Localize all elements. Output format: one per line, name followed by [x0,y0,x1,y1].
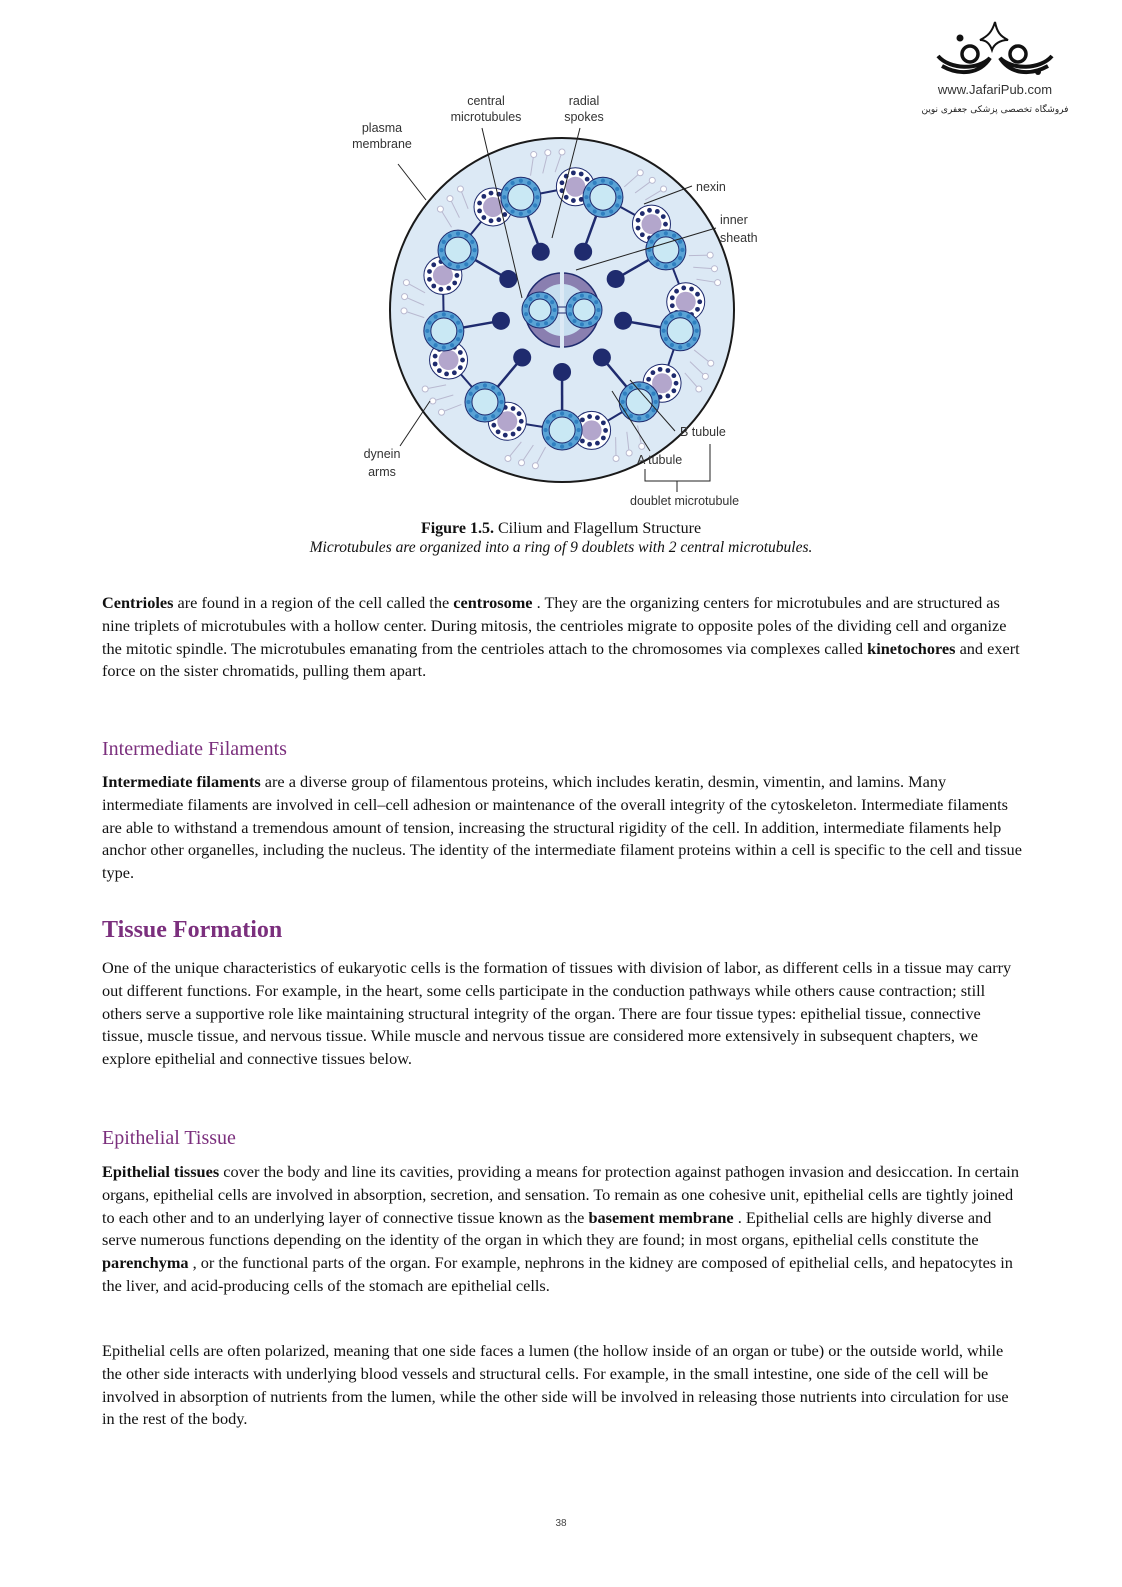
a-tubule-subunit [615,187,619,191]
a-tubule-subunit [533,203,537,207]
leader-dynein-arms [400,401,430,446]
a-tubule-subunit [692,320,696,324]
a-tubule-subunit [552,414,556,418]
a-tubule-subunit [442,240,446,244]
a-tubule-subunit [456,231,460,235]
text-span: are a diverse group of filamentous proteins, which includes keratin, desmin, vimentin, and lamins. Many intermediate filaments are involved in cell–cell adhesion or maintenance of the overall integrity of the cytoskeleton. Intermediate filaments are able to withstand a tremendous amount of tension, increasing the structural rigidity of the cell. In addition, intermediate filaments help anchor other organelles, including the nucleus. The identity of the intermediate filament proteins within a cell is specific to the cell and tissue type. [102,772,1022,883]
text-span: . Epithelial cells are highly diverse and serve numerous functions depending on the identity of the organ in which they are found; in most organs, epithelial cells constitute the [102,1207,992,1250]
a-tubule-core [667,318,693,344]
a-tubule-subunit [662,329,666,333]
a-tubule-subunit [491,414,495,418]
a-tubule-subunit [574,436,578,440]
b-tubule-subunit [601,420,606,425]
b-tubule-subunit [640,232,645,237]
a-tubule-subunit [470,256,474,260]
label-inner-sheath: inner sheath [720,213,758,245]
a-tubule-subunit [483,416,487,420]
a-tubule-subunit [504,203,508,207]
b-tubule-subunit [433,362,438,367]
a-tubule-subunit [472,248,476,252]
b-tubule-core [676,292,696,312]
b-tubule-subunit [452,281,457,286]
central-subunit [568,312,572,316]
a-tubule-subunit [450,315,454,319]
central-subunit [553,308,557,312]
a-tubule-subunit [464,234,468,238]
a-tubule-subunit [629,414,633,418]
a-tubule-subunit [427,337,431,341]
central-subunit [594,300,598,304]
central-subunit [524,312,528,316]
b-tubule-subunit [695,307,700,312]
label-dynein-arms: dynein arms [363,447,401,479]
b-tubule-subunit [579,172,584,177]
b-tubule-subunit [431,262,436,267]
a-tubule-subunit [678,345,682,349]
a-tubule-subunit [469,392,473,396]
central-subunit [588,295,592,299]
a-tubule-subunit [568,442,572,446]
spoke-head [532,243,550,261]
dynein-arm-head [707,252,713,258]
a-tubule-subunit [466,400,470,404]
dynein-arm-head [430,398,436,404]
sheath-gap [560,270,564,350]
dynein-arm-head [637,170,643,176]
term-parenchyma: parenchyma [102,1253,189,1273]
b-tubule-subunit [571,170,576,175]
a-tubule-subunit [483,383,487,387]
b-tubule-subunit [511,406,516,411]
figure-title: Cilium and Flagellum Structure [497,520,702,537]
central-subunit [597,308,601,312]
a-tubule-subunit [615,203,619,207]
a-tubule-subunit [584,195,588,199]
b-tubule-subunit [595,415,600,420]
b-tubule-subunit [431,284,436,289]
dynein-arm-head [401,308,407,314]
paragraph-epithelial-tissue [102,1161,1022,1298]
central-subunit [568,304,572,308]
a-tubule-subunit [491,386,495,390]
paragraph-intermediate-filaments [102,771,1022,885]
b-tubule-subunit [671,373,676,378]
label-central-microtubules: central microtubules [450,94,522,124]
dynein-arm-head [532,463,538,469]
a-tubule-subunit [519,212,523,216]
text-span: , or the functional parts of the organ. For example, nephrons in the kidney are composed of epithelial cells, and hepatocytes in the liver, and acid-producing cells of the stomach are epithelial cells. [102,1253,1013,1295]
b-tubule-subunit [670,303,675,308]
heading-tissue-formation: Tissue Formation [102,917,283,943]
b-tubule-subunit [636,218,641,223]
spoke-head [607,270,625,288]
a-tubule-subunit [511,209,515,213]
a-tubule-subunit [497,392,501,396]
spoke-head [614,312,632,330]
b-tubule-subunit [511,432,516,437]
central-subunit [544,295,548,299]
central-subunit [573,297,577,301]
paragraph-tissue-formation: One of the unique characteristics of eukaryotic cells is the formation of tissues with division of labor, as different cells in a tissue may carry out different functions. For example, in the heart, some cells participate in the conduction pathways while others cause contraction; still others serve a supportive role like maintaining structural integrity of the organ. There are four tissue types: epithelial tissue, connective tissue, muscle tissue, and nervous tissue. While muscle and nervous tissue are considered more extensively in subsequent chapters, we explore epithelial and connective tissues below. [102,958,1012,1069]
b-tubule-subunit [674,289,679,294]
a-tubule-subunit [535,195,539,199]
b-tubule-subunit [585,177,590,182]
a-tubule-subunit [637,416,641,420]
a-tubule-subunit [464,262,468,266]
b-tubule-subunit [689,287,694,292]
a-tubule-subunit [442,256,446,260]
dynein-arm-head [708,360,714,366]
jafari-calligraphy-logo-icon [930,18,1060,80]
central-subunit [573,319,577,323]
a-tubule-subunit [456,264,460,268]
b-tubule-subunit [477,201,482,206]
a-tubule-subunit [692,337,696,341]
paragraph-epithelial-polarity: Epithelial cells are often polarized, meaning that one side faces a lumen (the hollow inside of an organ or tube) or the outside world, while the other side interacts with underlying blood vessels and structural cells. For example, in the small intestine, one side of the cell will be involved in absorption of nutrients from the lumen, while the other side will be involved in releasing those nutrients into circulation for use in the rest of the body. [102,1341,1009,1429]
a-tubule-subunit [427,321,431,325]
a-tubule-subunit [533,187,537,191]
central-subunit [529,319,533,323]
a-tubule-subunit [609,181,613,185]
a-tubule-subunit [546,420,550,424]
b-tubule-subunit [455,273,460,278]
dynein-arm-head [531,152,537,158]
b-tubule-subunit [433,354,438,359]
dynein-arm-head [422,386,428,392]
dynein-arm-head [715,280,721,286]
heading-epithelial-tissue: Epithelial Tissue [102,1127,236,1149]
a-tubule-core [626,389,652,415]
dynein-arm-head [639,443,645,449]
a-tubule-subunit [560,444,564,448]
central-microtubule-core [529,299,551,321]
a-tubule-subunit [527,181,531,185]
b-tubule-subunit [601,436,606,441]
spoke-head [513,349,531,367]
b-tubule-subunit [636,226,641,231]
b-tubule-subunit [665,368,670,373]
a-tubule-subunit [504,187,508,191]
a-tubule-subunit [645,385,649,389]
b-tubule-subunit [452,370,457,375]
b-tubule-core [483,197,503,217]
a-tubule-subunit [601,212,605,216]
a-tubule-subunit [637,383,641,387]
dynein-arm-head [712,266,718,272]
a-tubule-subunit [458,329,462,333]
a-tubule-subunit [475,414,479,418]
a-tubule-subunit [568,414,572,418]
b-tubule-subunit [496,429,501,434]
label-plasma-membrane: plasma membrane [352,121,412,151]
a-tubule-subunit [664,320,668,324]
a-tubule-subunit [442,312,446,316]
text-span: cover the body and line its cavities, providing a means for protection against pathogen invasion and desiccation. In certain organs, epithelial cells are involved in absorption, secretion, and sensation. To remain as one cohesive unit, epithelial cells are tightly joined to each other and to an underlying layer of connective tissue known as the [102,1162,1019,1227]
dynein-arm-head [613,455,619,461]
a-tubule-subunit [469,408,473,412]
spoke-head [492,312,510,330]
term-basement-membrane: basement membrane [588,1207,734,1227]
a-tubule-subunit [456,337,460,341]
b-tubule-subunit [517,426,522,431]
a-tubule-subunit [645,414,649,418]
spoke-head [553,363,571,381]
b-tubule-subunit [681,286,686,291]
a-tubule-subunit [587,187,591,191]
b-tubule-subunit [663,222,668,227]
b-tubule-subunit [671,388,676,393]
b-tubule-subunit [481,215,486,220]
b-tubule-subunit [587,442,592,447]
b-tubule-subunit [517,411,522,416]
dynein-arm-head [437,206,443,212]
dynein-arm-head [696,386,702,392]
publisher-url[interactable]: www.JafariPub.com [937,82,1053,97]
a-tubule-subunit [629,385,633,389]
a-tubule-subunit [680,248,684,252]
a-tubule-subunit [442,345,446,349]
b-tubule-subunit [661,214,666,219]
a-tubule-subunit [623,392,627,396]
a-tubule-subunit [664,264,668,268]
a-tubule-subunit [439,248,443,252]
a-tubule-subunit [448,234,452,238]
b-tubule-subunit [446,286,451,291]
b-tubule-subunit [491,423,496,428]
label-doublet-microtubule: doublet microtubule [630,494,740,508]
b-tubule-subunit [674,381,679,386]
a-tubule-subunit [678,240,682,244]
a-tubule-core [549,417,575,443]
a-tubule-subunit [544,428,548,432]
b-tubule-subunit [564,195,569,200]
b-tubule-subunit [458,350,463,355]
a-tubule-subunit [664,337,668,341]
b-tubule-subunit [503,433,508,438]
label-radial-spokes: radial spokes [564,94,604,124]
b-tubule-subunit [595,441,600,446]
spoke-head [593,348,611,366]
b-tubule-subunit [496,217,501,222]
b-tubule-subunit [580,439,585,444]
dynein-arm-head [702,373,708,379]
publisher-logo [900,18,1090,115]
a-tubule-subunit [670,314,674,318]
term-centrioles: Centrioles [102,593,174,612]
central-subunit [529,297,533,301]
b-tubule-subunit [458,365,463,370]
a-tubule-subunit [497,408,501,412]
a-tubule-subunit [502,195,506,199]
cilium-cross-section-figure [340,88,780,518]
b-tubule-core [582,420,602,440]
a-tubule-subunit [654,400,658,404]
figure-subtitle: Microtubules are organized into a ring of 9 doublets with 2 central microtubules. [309,539,813,556]
page-number: 38 [555,1518,567,1529]
dynein-arm-head [626,450,632,456]
central-subunit [594,316,598,320]
central-subunit [524,304,528,308]
dynein-arm-head [559,149,565,155]
a-tubule-subunit [664,231,668,235]
term-intermediate-filaments: Intermediate filaments [102,772,261,791]
a-tubule-subunit [617,195,621,199]
text-span: and exert force on the sister chromatids, pulling them apart. [102,638,1020,681]
a-tubule-subunit [670,343,674,347]
a-tubule-subunit [552,442,556,446]
a-tubule-subunit [621,400,625,404]
term-kinetochores: kinetochores [867,638,956,658]
a-tubule-subunit [649,240,653,244]
b-tubule-subunit [658,367,663,372]
b-tubule-subunit [697,299,702,304]
heading-intermediate-filaments: Intermediate Filaments [102,738,287,760]
b-tubule-subunit [519,419,524,424]
b-tubule-subunit [477,209,482,214]
a-tubule-subunit [475,386,479,390]
b-tubule-subunit [603,428,608,433]
figure-number: Figure 1.5. [420,520,494,537]
dynein-arm-head [519,460,525,466]
b-tubule-subunit [655,209,660,214]
a-tubule-subunit [448,262,452,266]
b-tubule-subunit [665,394,670,399]
b-tubule-subunit [460,358,465,363]
a-tubule-subunit [433,315,437,319]
dynein-arm-head [649,177,655,183]
central-subunit [536,322,540,326]
a-tubule-subunit [649,256,653,260]
a-tubule-subunit [678,256,682,260]
a-tubule-subunit [511,181,515,185]
a-tubule-subunit [574,420,578,424]
dynein-arm-head [457,186,463,192]
b-tubule-subunit [695,292,700,297]
b-tubule-subunit [651,370,656,375]
dynein-arm-head [439,409,445,415]
central-subunit [536,294,540,298]
a-tubule-core [472,389,498,415]
a-tubule-subunit [433,343,437,347]
text-span: are found in a region of the cell called the [173,593,454,612]
a-tubule-subunit [672,234,676,238]
b-tubule-subunit [439,287,444,292]
a-tubule-subunit [546,436,550,440]
a-tubule-subunit [651,392,655,396]
central-subunit [588,321,592,325]
figure-caption [0,520,1122,557]
b-tubule-subunit [560,180,565,185]
a-tubule-core [508,184,534,210]
publisher-tagline: فروشگاه تخصصی پزشکی جعفری نوین [921,105,1069,115]
a-tubule-core [445,237,471,263]
a-tubule-subunit [499,400,503,404]
cilium-diagram [340,88,780,518]
a-tubule-subunit [527,209,531,213]
b-tubule-subunit [587,414,592,419]
b-tubule-subunit [647,208,652,213]
central-microtubule-core [573,299,595,321]
b-tubule-core [439,350,459,370]
a-tubule-subunit [678,312,682,316]
a-tubule-core [431,318,457,344]
a-tubule-subunit [695,329,699,333]
dynein-arm-head [403,280,409,286]
b-tubule-subunit [670,295,675,300]
a-tubule-subunit [593,181,597,185]
label-b-tubule: B tubule [680,425,726,439]
a-tubule-subunit [425,329,429,333]
a-tubule-subunit [686,343,690,347]
central-subunit [550,300,554,304]
a-tubule-subunit [519,179,523,183]
a-tubule-subunit [587,203,591,207]
a-tubule-subunit [577,428,581,432]
spoke-head [574,243,592,261]
dynein-arm-head [661,186,667,192]
b-tubule-core [565,177,585,197]
b-tubule-subunit [489,218,494,223]
a-tubule-core [590,184,616,210]
label-nexin: nexin [696,180,726,194]
b-tubule-subunit [427,269,432,274]
central-subunit [580,294,584,298]
text-span: . They are the organizing centers for microtubules and are structured as nine triplets of microtubules with a hollow center. During mitosis, the centrioles migrate to opposite poles of the dividing cell and organize the mitotic spindle. The microtubules emanating from the centrioles attach to the chromosomes via complexes called [102,593,1007,658]
a-tubule-subunit [656,234,660,238]
label-a-tubule: A tubule [637,453,683,467]
b-tubule-subunit [640,211,645,216]
paragraph-centrioles [102,592,1022,683]
a-tubule-subunit [601,179,605,183]
a-tubule-subunit [450,343,454,347]
b-tubule-subunit [427,277,432,282]
b-tubule-subunit [489,191,494,196]
dynein-arm-head [447,196,453,202]
b-tubule-subunit [481,194,486,199]
a-tubule-subunit [656,262,660,266]
a-tubule-subunit [686,314,690,318]
a-tubule-subunit [560,411,564,415]
b-tubule-subunit [444,372,449,377]
dynein-arm-head [402,294,408,300]
central-subunit [550,316,554,320]
dynein-arm-head [545,150,551,156]
spoke-head [499,270,517,288]
term-centrosome: centrosome [453,593,533,612]
b-tubule-subunit [571,198,576,203]
a-tubule-subunit [609,209,613,213]
a-tubule-subunit [672,262,676,266]
leader-plasma-membrane [398,164,426,200]
b-tubule-subunit [646,377,651,382]
a-tubule-subunit [593,209,597,213]
b-tubule-subunit [437,368,442,373]
dynein-arm-head [505,455,511,461]
central-subunit [580,322,584,326]
term-epithelial-tissues: Epithelial tissues [102,1162,220,1181]
a-tubule-subunit [456,321,460,325]
central-subunit [544,321,548,325]
a-tubule-subunit [470,240,474,244]
